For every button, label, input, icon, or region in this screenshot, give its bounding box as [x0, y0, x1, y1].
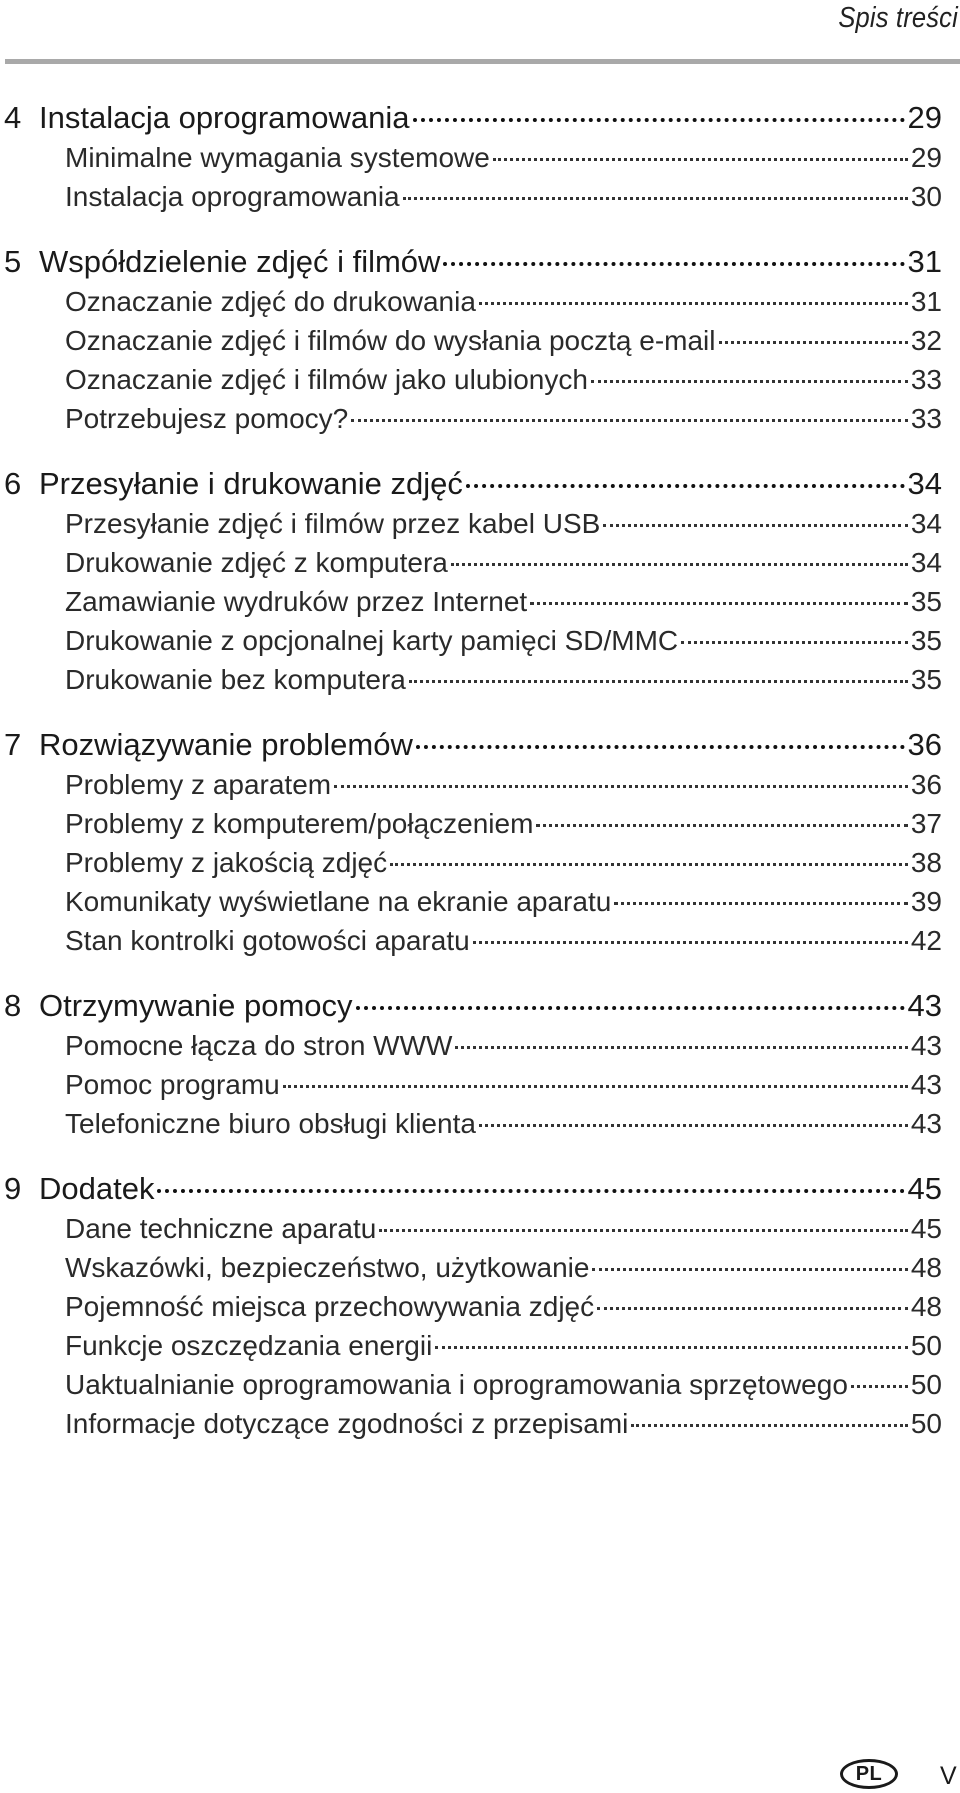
dot-leader [536, 824, 907, 827]
toc-section-entry[interactable] [0, 1291, 942, 1330]
toc-section-entry[interactable] [0, 1030, 942, 1069]
dot-leader [157, 1189, 904, 1193]
dot-leader [403, 197, 908, 200]
section-title: Oznaczanie zdjęć do drukowania [65, 286, 476, 317]
section-title: Drukowanie bez komputera [65, 664, 406, 695]
page-number: V [940, 1762, 957, 1790]
chapter-number: 4 [4, 100, 22, 135]
language-badge: PL [840, 1759, 898, 1789]
toc-section-entry[interactable] [0, 1252, 942, 1291]
section-title: Funkcje oszczędzania energii [65, 1330, 433, 1361]
toc-section-entry[interactable] [0, 925, 942, 964]
toc-section-entry[interactable] [0, 1108, 942, 1147]
chapter-title: Rozwiązywanie problemów [39, 727, 413, 762]
section-page-number: 30 [910, 181, 942, 212]
section-page-number: 43 [910, 1108, 942, 1139]
dot-leader [851, 1385, 908, 1388]
chapter-number: 6 [4, 466, 22, 501]
chapter-title: Otrzymywanie pomocy [39, 988, 353, 1023]
section-page-number: 31 [910, 286, 942, 317]
section-title: Drukowanie z opcjonalnej karty pamięci SD/MMC [65, 625, 679, 656]
toc-section-entry[interactable] [0, 625, 942, 664]
chapter-title: Przesyłanie i drukowanie zdjęć [39, 466, 463, 501]
dot-leader [356, 1006, 905, 1010]
toc-chapter-entry[interactable] [0, 100, 942, 142]
dot-leader [443, 262, 904, 266]
toc-section-entry[interactable] [0, 769, 942, 808]
section-page-number: 37 [910, 808, 942, 839]
toc-section-entry[interactable] [0, 1330, 942, 1369]
chapter-number: 7 [4, 727, 22, 762]
toc-section-entry[interactable] [0, 1408, 942, 1447]
section-page-number: 36 [910, 769, 942, 800]
dot-leader [614, 902, 908, 905]
dot-leader [530, 602, 908, 605]
section-page-number: 50 [910, 1330, 942, 1361]
section-page-number: 50 [910, 1369, 942, 1400]
toc-chapter [0, 988, 942, 1147]
dot-leader [390, 863, 908, 866]
toc-section-entry[interactable] [0, 181, 942, 220]
chapter-number: 8 [4, 988, 22, 1023]
dot-leader [479, 302, 908, 305]
chapter-number: 9 [4, 1171, 22, 1206]
section-title: Oznaczanie zdjęć i filmów do wysłania pocztą e-mail [65, 325, 716, 356]
toc-section-entry[interactable] [0, 364, 942, 403]
chapter-page-number: 43 [907, 988, 942, 1023]
section-page-number: 33 [910, 403, 942, 434]
section-title: Telefoniczne biuro obsługi klienta [65, 1108, 476, 1139]
chapter-title: Instalacja oprogramowania [39, 100, 410, 135]
toc-section-entry[interactable] [0, 286, 942, 325]
section-page-number: 43 [910, 1030, 942, 1061]
section-title: Zamawianie wydruków przez Internet [65, 586, 528, 617]
dot-leader [451, 563, 908, 566]
chapter-page-number: 34 [907, 466, 942, 501]
section-title: Minimalne wymagania systemowe [65, 142, 490, 173]
chapter-title: Dodatek [39, 1171, 155, 1206]
chapter-page-number: 31 [907, 244, 942, 279]
section-title: Instalacja oprogramowania [65, 181, 400, 212]
section-title: Problemy z aparatem [65, 769, 332, 800]
dot-leader [603, 524, 908, 527]
toc-chapter-entry[interactable] [0, 466, 942, 508]
toc-section-entry[interactable] [0, 886, 942, 925]
dot-leader [631, 1424, 907, 1427]
section-page-number: 48 [910, 1252, 942, 1283]
section-title: Problemy z jakością zdjęć [65, 847, 388, 878]
section-title: Potrzebujesz pomocy? [65, 403, 349, 434]
toc-section-entry[interactable] [0, 586, 942, 625]
section-page-number: 42 [910, 925, 942, 956]
toc-section-entry[interactable] [0, 808, 942, 847]
toc-chapter-entry[interactable] [0, 727, 942, 769]
toc-section-entry[interactable] [0, 142, 942, 181]
toc-section-entry[interactable] [0, 403, 942, 442]
section-page-number: 45 [910, 1213, 942, 1244]
section-title: Oznaczanie zdjęć i filmów jako ulubionych [65, 364, 588, 395]
section-title: Problemy z komputerem/połączeniem [65, 808, 534, 839]
toc-chapter [0, 466, 942, 703]
page-title: Spis treści [838, 2, 958, 34]
section-title: Wskazówki, bezpieczeństwo, użytkowanie [65, 1252, 590, 1283]
section-title: Pojemność miejsca przechowywania zdjęć [65, 1291, 595, 1322]
chapter-page-number: 29 [907, 100, 942, 135]
section-title: Dane techniczne aparatu [65, 1213, 377, 1244]
section-page-number: 39 [910, 886, 942, 917]
dot-leader [479, 1124, 908, 1127]
toc-section-entry[interactable] [0, 1069, 942, 1108]
dot-leader [719, 341, 908, 344]
section-page-number: 50 [910, 1408, 942, 1439]
toc-chapter [0, 727, 942, 964]
section-title: Stan kontrolki gotowości aparatu [65, 925, 470, 956]
toc-section-entry[interactable] [0, 547, 942, 586]
toc-chapter-entry[interactable] [0, 1171, 942, 1213]
toc-section-entry[interactable] [0, 325, 942, 364]
section-page-number: 35 [910, 625, 942, 656]
toc-chapter-entry[interactable] [0, 988, 942, 1030]
toc-chapter [0, 1171, 942, 1447]
section-title: Pomocne łącza do stron WWW [65, 1030, 453, 1061]
dot-leader [493, 158, 908, 161]
toc-section-entry[interactable] [0, 1369, 942, 1408]
section-title: Drukowanie zdjęć z komputera [65, 547, 448, 578]
dot-leader [283, 1085, 908, 1088]
toc-chapter-entry[interactable] [0, 244, 942, 286]
chapter-number: 5 [4, 244, 22, 279]
chapter-page-number: 36 [907, 727, 942, 762]
section-title: Komunikaty wyświetlane na ekranie aparatu [65, 886, 612, 917]
section-page-number: 34 [910, 508, 942, 539]
section-page-number: 29 [910, 142, 942, 173]
section-page-number: 33 [910, 364, 942, 395]
dot-leader [351, 419, 908, 422]
toc-chapter [0, 244, 942, 442]
dot-leader [416, 745, 905, 749]
dot-leader [597, 1307, 908, 1310]
section-page-number: 32 [910, 325, 942, 356]
section-page-number: 34 [910, 547, 942, 578]
dot-leader [592, 1268, 907, 1271]
dot-leader [455, 1046, 907, 1049]
dot-leader [681, 641, 908, 644]
section-title: Uaktualnianie oprogramowania i oprogramowania sprzętowego [65, 1369, 848, 1400]
dot-leader [334, 785, 908, 788]
dot-leader [591, 380, 908, 383]
section-title: Informacje dotyczące zgodności z przepisami [65, 1408, 629, 1439]
chapter-page-number: 45 [907, 1171, 942, 1206]
toc-section-entry[interactable] [0, 508, 942, 547]
chapter-title: Współdzielenie zdjęć i filmów [39, 244, 441, 279]
dot-leader [466, 484, 905, 488]
dot-leader [473, 941, 908, 944]
dot-leader [379, 1229, 908, 1232]
section-page-number: 48 [910, 1291, 942, 1322]
section-title: Przesyłanie zdjęć i filmów przez kabel USB [65, 508, 601, 539]
dot-leader [435, 1346, 908, 1349]
toc-section-entry[interactable] [0, 847, 942, 886]
header-divider [5, 59, 960, 64]
toc-section-entry[interactable] [0, 1213, 942, 1252]
section-page-number: 43 [910, 1069, 942, 1100]
dot-leader [413, 118, 905, 122]
toc-chapter [0, 100, 942, 220]
section-page-number: 38 [910, 847, 942, 878]
section-page-number: 35 [910, 664, 942, 695]
table-of-contents [0, 100, 942, 1471]
section-page-number: 35 [910, 586, 942, 617]
dot-leader [409, 680, 908, 683]
section-title: Pomoc programu [65, 1069, 280, 1100]
toc-section-entry[interactable] [0, 664, 942, 703]
